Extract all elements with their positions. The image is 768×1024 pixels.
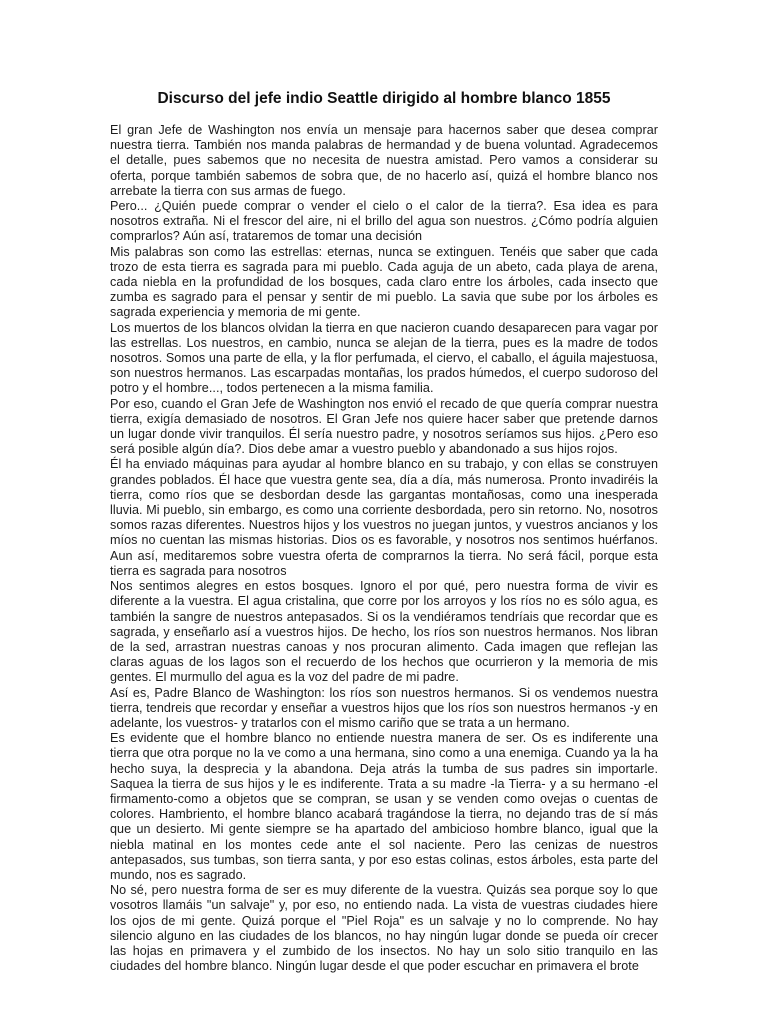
paragraph-8: Así es, Padre Blanco de Washington: los ríos son nuestros hermanos. Si os vendemos nuestra tierra, tendreis que recordar y enseñar a vuestros hijos que los ríos son nuestros hermanos -y en adelante, los vuestros- y tratarlos con el mismo cariño que se trata a un hermano. bbox=[110, 685, 658, 730]
paragraph-7: Nos sentimos alegres en estos bosques. Ignoro el por qué, pero nuestra forma de vivir es diferente a la vuestra. El agua cristalina, que corre por los arroyos y los ríos no es sólo agua, es también la sangre de nuestros antepasados. Si os la vendiéramos tendríais que recordar que es sagrada, y enseñarlo así a vuestros hijos. De hecho, los ríos son nuestros hermanos. Nos libran de la sed, arrastran nuestras canoas y nos procuran alimento. Cada imagen que reflejan las claras aguas de los lagos son el recuerdo de los hechos que ocurrieron y la memoria de mis gentes. El murmullo del agua es la voz del padre de mi padre. bbox=[110, 579, 658, 685]
paragraph-9: Es evidente que el hombre blanco no entiende nuestra manera de ser. Os es indiferente una tierra que otra porque no la ve como a una hermana, sino como a una enemiga. Cuando ya la ha hecho suya, la desprecia y la abandona. Deja atrás la tumba de sus padres sin importarle. Saquea la tierra de sus hijos y le es indiferente. Trata a su madre -la Tierra- y a su hermano -el firmamento-como a objetos que se compran, se usan y se venden como ovejas o cuentas de colores. Hambriento, el hombre blanco acabará tragándose la tierra, no dejando tras de sí más que un desierto. Mi gente siempre se ha apartado del ambicioso hombre blanco, igual que la niebla matinal en los montes cede ante el sol naciente. Pero las cenizas de nuestros antepasados, sus tumbas, son tierra santa, y por eso estas colinas, estos árboles, esta parte del mundo, nos es sagrado. bbox=[110, 731, 658, 882]
paragraph-2: Pero... ¿Quién puede comprar o vender el cielo o el calor de la tierra?. Esa idea es para nosotros extraña. Ni el frescor del aire, ni el brillo del agua son nuestros. ¿Cómo podría alguien comprarlos? Aún así, trataremos de tomar una decisión bbox=[110, 199, 658, 244]
paragraph-6: Él ha enviado máquinas para ayudar al hombre blanco en su trabajo, y con ellas se construyen grandes poblados. Él hace que vuestra gente sea, día a día, más numerosa. Pronto invadiréis la tierra, como ríos que se desbordan desde las gargantas montañosas, como una inesperada lluvia. Mi pueblo, sin embargo, es como una corriente desbordada, pero sin retorno. No, nosotros somos razas diferentes. Nuestros hijos y los vuestros no juegan juntos, y vuestros ancianos y los míos no cuentan las mismas historias. Dios os es favorable, y nosotros nos sentimos huérfanos. Aun así, meditaremos sobre vuestra oferta de comprarnos la tierra. No será fácil, porque esta tierra es sagrada para nosotros bbox=[110, 457, 658, 578]
paragraph-1: El gran Jefe de Washington nos envía un mensaje para hacernos saber que desea comprar nuestra tierra. También nos manda palabras de hermandad y de buena voluntad. Agradecemos el detalle, pues sabemos que no necesita de nuestra amistad. Pero vamos a considerar su oferta, porque también sabemos de sobra que, de no hacerlo así, quizá el hombre blanco nos arrebate la tierra con sus armas de fuego. bbox=[110, 123, 658, 198]
paragraph-4: Los muertos de los blancos olvidan la tierra en que nacieron cuando desaparecen para vagar por las estrellas. Los nuestros, en cambio, nunca se alejan de la tierra, pues es la madre de todos nosotros. Somos una parte de ella, y la flor perfumada, el ciervo, el caballo, el águila majestuosa, son nuestros hermanos. Las escarpadas montañas, los prados húmedos, el cuerpo sudoroso del potro y el hombre..., todos pertenecen a la misma familia. bbox=[110, 320, 658, 396]
paragraph-5: Por eso, cuando el Gran Jefe de Washington nos envió el recado de que quería comprar nuestra tierra, exigía demasiado de nosotros. El Gran Jefe nos quiere hacer saber que pretende darnos un lugar donde vivir tranquilos. Él sería nuestro padre, y nosotros seríamos sus hijos. ¿Pero eso será posible algún día?. Dios debe amar a vuestro pueblo y abandonado a sus hijos rojos. bbox=[110, 396, 658, 457]
paragraph-3: Mis palabras son como las estrellas: eternas, nunca se extinguen. Tenéis que saber que cada trozo de esta tierra es sagrada para mi pueblo. Cada aguja de un abeto, cada playa de arena, cada niebla en la profundidad de los bosques, cada claro entre los árboles, cada insecto que zumba es sagrado para el pensar y sentir de mi pueblo. La savia que sube por los árboles es sagrada experiencia y memoria de mi gente. bbox=[110, 244, 658, 320]
document-title: Discurso del jefe indio Seattle dirigido al hombre blanco 1855 bbox=[157, 90, 611, 107]
document-body bbox=[110, 123, 658, 974]
paragraph-10: No sé, pero nuestra forma de ser es muy diferente de la vuestra. Quizás sea porque soy lo que vosotros llamáis "un salvaje" y, por eso, no entiendo nada. La vista de vuestras ciudades hiere los ojos de mi gente. Quizá porque el "Piel Roja" es un salvaje y no lo comprende. No hay silencio alguno en las ciudades de los blancos, no hay ningún lugar donde se pueda oír crecer las hojas en primavera y el zumbido de los insectos. No hay un solo sitio tranquilo en las ciudades del hombre blanco. Ningún lugar desde el que poder escuchar en primavera el brote bbox=[110, 883, 658, 974]
